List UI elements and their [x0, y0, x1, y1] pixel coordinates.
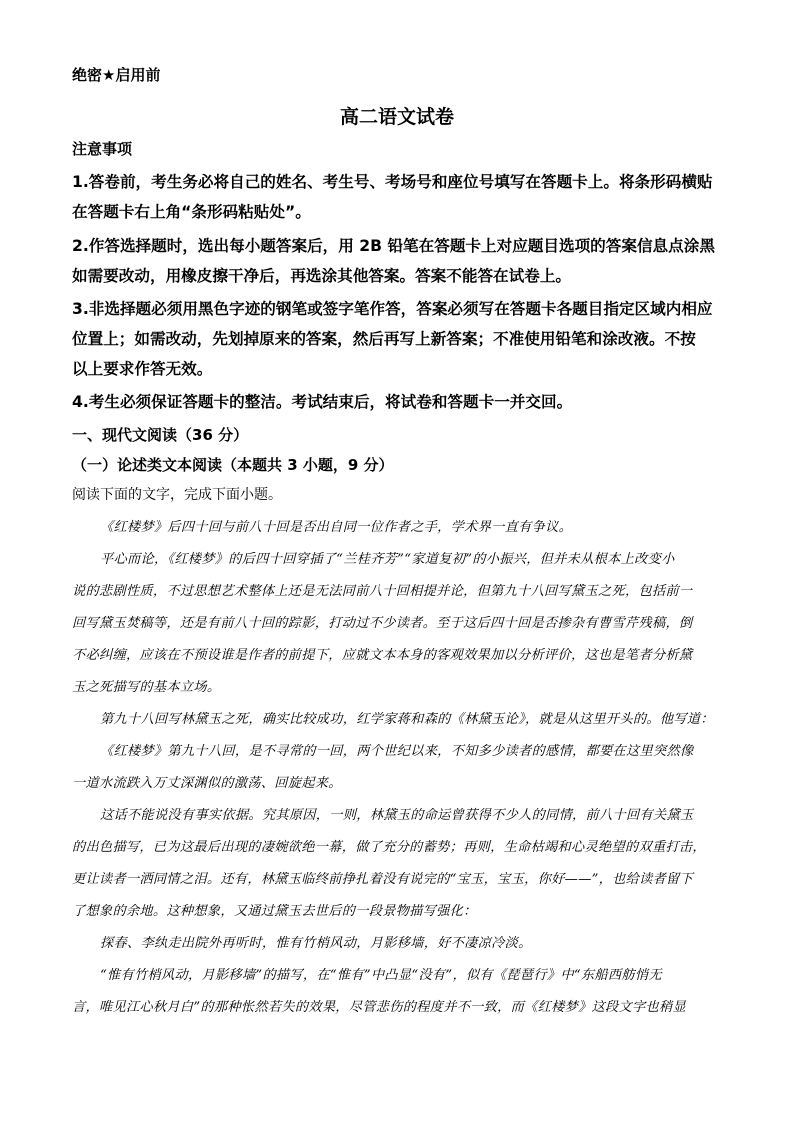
- notice-heading: 注意事项: [72, 140, 133, 158]
- passage-line: 平心而论，《红楼梦》的后四十回穿插了“兰桂齐芳”“家道复初”的小振兴，但并未从根本上改变小: [100, 552, 675, 567]
- notice-line: 位置上；如需改动，先划掉原来的答案，然后再写上新答案；不准使用铅笔和涂改液。不按: [72, 330, 696, 348]
- passage-line: 这话不能说没有事实依据。究其原因，一则，林黛玉的命运曾获得不少人的同情，前八十回有关黛玉: [100, 808, 694, 823]
- passage-line: 《红楼梦》后四十回与前八十回是否出自同一位作者之手，学术界一直有争议。: [100, 520, 573, 535]
- passage-line: 言，唯见江心秋月白”的那种怅然若失的效果，尽管悲伤的程度并不一致，而《红楼梦》这段文字也稍显: [72, 1000, 686, 1015]
- quote-line: 一道水流跌入万丈深渊似的激荡、回旋起来。: [72, 776, 342, 791]
- notice-line: 4.考生必须保证答题卡的整洁。考试结束后，将试卷和答题卡一并交回。: [72, 393, 573, 411]
- passage-line: 的出色描写，已为这最后出现的凄婉欲绝一幕，做了充分的蓄势；再则，生命枯竭和心灵绝望的双重打击，: [72, 840, 706, 855]
- page-title: 高二语文试卷: [339, 106, 454, 128]
- notice-line: 在答题卡右上角“条形码粘贴处”。: [72, 203, 311, 221]
- passage-line: 不必纠缠，应该在不预设谁是作者的前提下，应就文本本身的客观效果加以分析评价，这也是笔者分析黛: [72, 648, 693, 663]
- passage-line: 玉之死描写的基本立场。: [72, 680, 221, 695]
- notice-line: 1.答卷前，考生务必将自己的姓名、考生号、考场号和座位号填写在答题卡上。将条形码横贴: [72, 173, 713, 191]
- notice-line: 2.作答选择题时，选出每小题答案后，用 2B 铅笔在答题卡上对应题目选项的答案信息点涂黑: [72, 237, 715, 255]
- reading-instruction: 阅读下面的文字，完成下面小题。: [72, 487, 282, 503]
- quote-line: 探春、李纨走出院外再听时，惟有竹梢风动，月影移墙，好不凄凉冷淡。: [100, 936, 532, 951]
- notice-line: 以上要求作答无效。: [72, 360, 213, 378]
- passage-line: 回写黛玉焚稿等，还是有前八十回的踪影，打动过不少读者。至于这后四十回是否掺杂有曹雪芹残稿，倒: [72, 616, 693, 631]
- passage-line: 说的悲剧性质，不过思想艺术整体上还是无法同前八十回相提并论，但第九十八回写黛玉之死，包括前一: [72, 584, 693, 599]
- passage-line: 更让读者一洒同情之泪。还有，林黛玉临终前挣扎着没有说完的“宝玉，宝玉，你好——”，也给读者留下: [72, 872, 694, 887]
- passage-line: “惟有竹梢风动，月影移墙”的描写，在“惟有”中凸显“没有”，似有《琵琶行》中“东船西舫悄无: [100, 968, 662, 983]
- quote-line: 《红楼梦》第九十八回，是不寻常的一回，两个世纪以来，不知多少读者的感情，都要在这里突然像: [100, 744, 694, 759]
- subsection-heading: （一）论述类文本阅读（本题共 3 小题，9 分）: [72, 456, 394, 474]
- notice-line: 如需要改动，用橡皮擦干净后，再选涂其他答案。答案不能答在试卷上。: [72, 267, 572, 285]
- notice-line: 3.非选择题必须用黑色字迹的钢笔或签字笔作答，答案必须写在答题卡各题目指定区域内相应: [72, 300, 713, 318]
- passage-line: 了想象的余地。这种想象，又通过黛玉去世后的一段景物描写强化：: [72, 904, 477, 919]
- confidential-label: 绝密★启用前: [72, 66, 161, 84]
- section-heading: 一、现代文阅读（36 分）: [72, 426, 249, 444]
- passage-line: 第九十八回写林黛玉之死，确实比较成功，红学家蒋和森的《林黛玉论》，就是从这里开头的。他写道：: [100, 712, 714, 727]
